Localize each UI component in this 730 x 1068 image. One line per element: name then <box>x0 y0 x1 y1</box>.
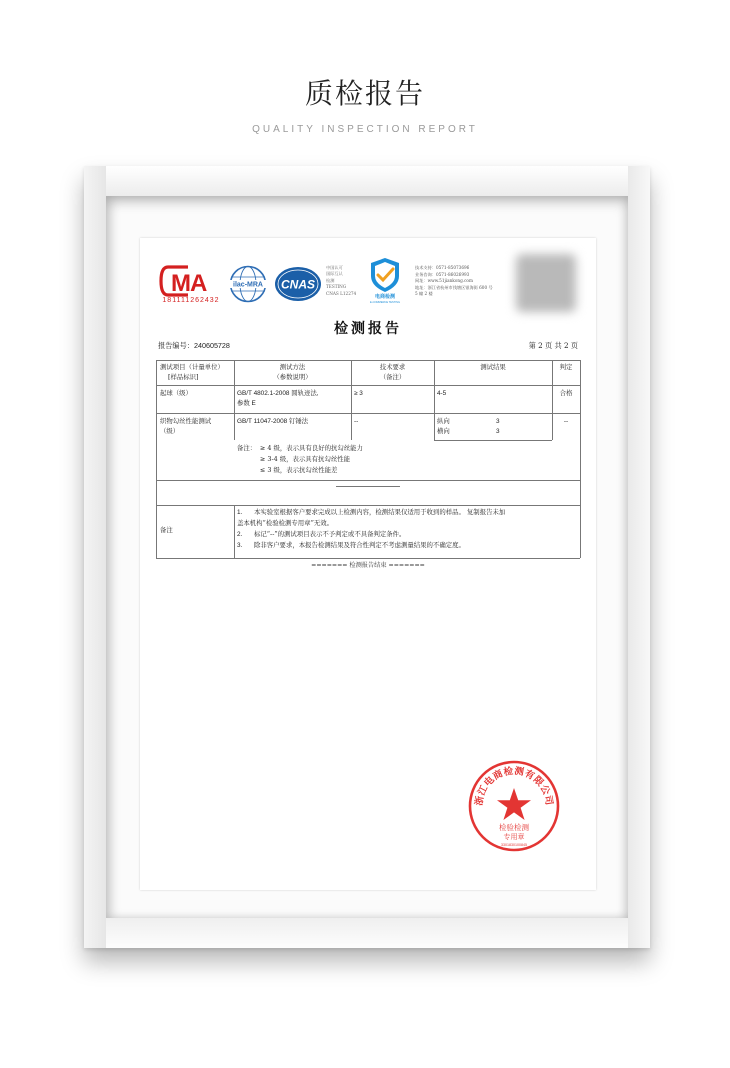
seal-center-line2: 专用章 <box>503 833 525 841</box>
row2-result-weft-value: 3 <box>496 428 500 435</box>
results-table <box>156 360 580 569</box>
row2-result-weft-label: 横向 <box>437 427 450 435</box>
seal-arc-text: 浙江电商检测有限公司 <box>473 765 555 807</box>
header-requirement: 技术要求 <box>379 363 406 371</box>
row1-method: GB/T 4802.1-2008 圆轨迹法, <box>237 390 319 397</box>
shield-caption: 电商检测 <box>374 294 396 300</box>
blank-row-rule <box>336 486 400 487</box>
report-end-mark: ======= 检测报告结束 ======= <box>311 562 425 569</box>
cma-number: 181111262432 <box>162 297 220 304</box>
row1-requirement: ≥ 3 <box>354 390 363 397</box>
contact-line: 网址：www.51jiankong.com <box>415 278 473 284</box>
accreditation-line: CNAS L12274 <box>326 290 357 296</box>
table-rule <box>434 360 435 440</box>
accreditation-line: 中国认可 <box>326 265 343 270</box>
row1-result: 4-5 <box>437 390 447 397</box>
page-title: 质检报告 <box>304 77 425 110</box>
row2-item: 织物勾丝性能测试 <box>160 417 212 425</box>
shield-caption-en: E-COMMERCE TESTING <box>370 301 400 304</box>
contact-line: 地址：浙江省杭州市钱塘区银海街 600 号 <box>415 284 493 290</box>
seal-star-icon <box>497 788 531 820</box>
header-method: 测试方法 <box>279 363 306 371</box>
table-rule <box>434 440 552 441</box>
table-rule <box>156 480 580 481</box>
remark-text: 标记“--”的测试项目表示不予判定或不具备判定条件。 <box>254 530 406 538</box>
header-result: 测试结果 <box>480 363 506 371</box>
table-border-right <box>580 360 581 558</box>
row2-item-unit: （级） <box>160 427 180 435</box>
frame-bevel-left <box>84 166 106 948</box>
table-rule <box>552 360 553 440</box>
table-rule <box>156 413 580 414</box>
remark-text: 除非客户要求，本报告检测结果及符合性判定不考虑测量结果的不确定度。 <box>254 541 465 549</box>
remark-num: 1. <box>237 509 243 516</box>
frame-bevel-top <box>84 166 650 196</box>
table-border-top <box>156 360 580 361</box>
header-item: 测试项目（计量单位） <box>160 363 224 371</box>
table-border-left <box>156 360 157 558</box>
row2-result-warp-label: 纵向 <box>437 417 450 425</box>
contact-info <box>415 265 527 298</box>
row1-judge: 合格 <box>559 389 573 397</box>
row2-requirement: -- <box>354 418 359 425</box>
grade-note-line: ≥ 4 级，表示具有良好的抗勾丝能力 <box>260 444 363 452</box>
table-rule <box>234 505 235 558</box>
header-item-sample: [样品标识] <box>168 373 199 381</box>
table-border-bottom <box>156 558 580 559</box>
cma-logo <box>158 264 224 304</box>
seal-number: 3301830100845 <box>501 843 527 847</box>
row2-judge: -- <box>563 418 569 425</box>
accreditation-line: 国际互认 <box>326 271 343 277</box>
header-judge: 判定 <box>559 363 573 371</box>
page-number: 第 2 页 共 2 页 <box>528 341 578 350</box>
remark-text: 本实验室根据客户要求完成以上检测内容，检测结果仅适用于收到的样品。 复制报告未加 <box>254 508 506 516</box>
row1-method-param: 参数 E <box>237 400 256 407</box>
report-number <box>158 341 230 351</box>
cma-letters: MA <box>171 270 207 297</box>
row2-method: GB/T 11047-2008 钉锤法 <box>237 418 309 425</box>
cnas-text: CNAS <box>280 277 316 292</box>
frame-bevel-bottom <box>84 918 650 948</box>
report-number-label: 报告编号： <box>158 341 194 350</box>
frame-bevel-right <box>628 166 650 948</box>
report-document <box>140 238 596 890</box>
report-number-value: 240605728 <box>193 341 230 350</box>
ecommerce-testing-shield-icon <box>362 256 408 304</box>
remarks-label: 备注 <box>160 526 173 534</box>
grade-note-line: ≥ 3-4 级，表示具有抗勾丝性能 <box>260 455 351 463</box>
accreditation-line: 检测 <box>326 277 335 283</box>
official-seal-stamp <box>466 758 562 854</box>
contact-line: 5 幢 2 楼 <box>415 291 433 297</box>
table-rule <box>156 505 580 506</box>
contact-line: 技术支持：0571-85073696 <box>415 265 470 270</box>
ilac-mra-logo <box>228 264 268 304</box>
row1-item: 起球（级） <box>160 389 192 397</box>
qr-code-blurred <box>516 254 576 312</box>
header-requirement-note: （备注） <box>379 373 406 381</box>
document-title: 检测报告 <box>334 321 402 337</box>
row2-result-warp-value: 3 <box>496 418 500 425</box>
seal-center-line1: 检验检测 <box>499 823 529 832</box>
remark-text: 盖本机构“检验检测专用章”无效。 <box>237 519 334 527</box>
page-subtitle: QUALITY INSPECTION REPORT <box>252 124 478 135</box>
grade-note-line: ≤ 3 级，表示抗勾丝性能差 <box>260 466 338 474</box>
remark-num: 3. <box>237 542 243 549</box>
grade-note-label: 备注： <box>237 444 257 452</box>
contact-line: 业务咨询：0571-86026993 <box>415 271 470 277</box>
table-rule <box>351 360 352 440</box>
table-rule <box>156 385 580 386</box>
cnas-logo <box>273 264 323 304</box>
remark-num: 2. <box>237 531 243 538</box>
accreditation-line: TESTING <box>326 284 347 290</box>
table-rule <box>234 360 235 440</box>
ilac-text: ilac-MRA <box>233 281 263 289</box>
header-method-note: （参数说明） <box>273 373 312 381</box>
